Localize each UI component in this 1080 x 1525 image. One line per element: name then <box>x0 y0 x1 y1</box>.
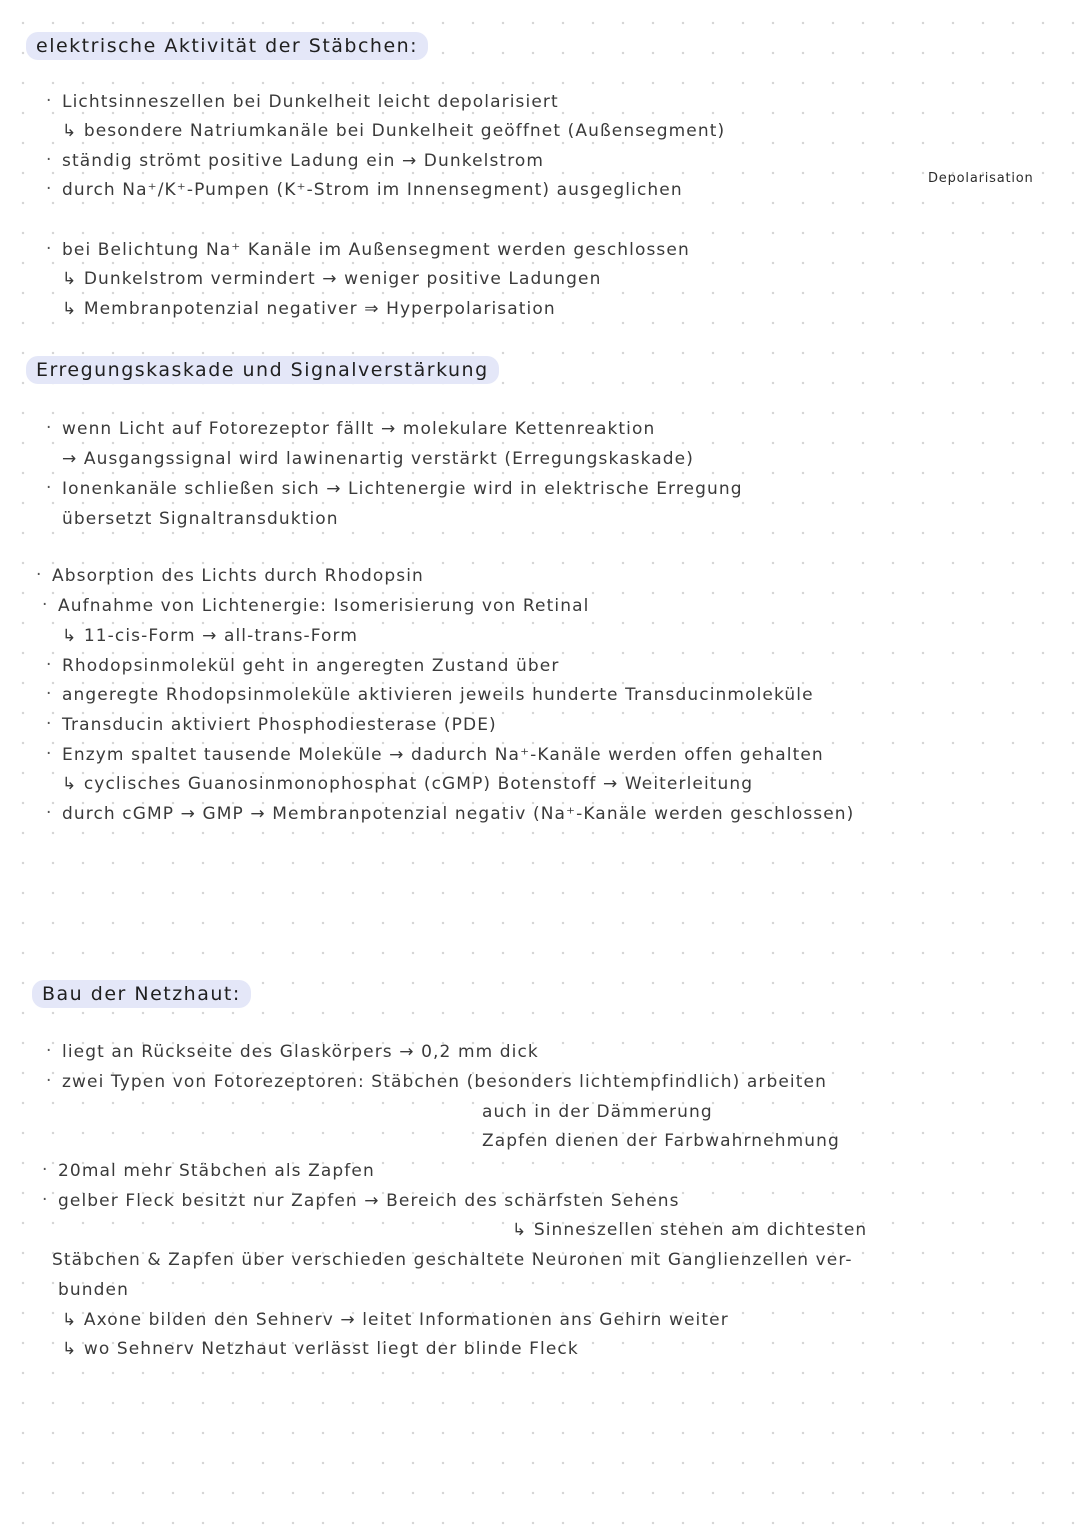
note-line: ↳ wo Sehnerv Netzhaut verlässt liegt der blinde Fleck <box>62 1339 579 1359</box>
note-line: ↳ Sinneszellen stehen am dichtesten <box>512 1220 868 1240</box>
note-line: bunden <box>58 1280 129 1300</box>
note-line: · zwei Typen von Fotorezeptoren: Stäbchen (besonders lichtempfindlich) arbeiten <box>62 1072 827 1092</box>
note-line: Zapfen dienen der Farbwahrnehmung <box>482 1131 840 1151</box>
note-line: ↳ Membranpotenzial negativer ⇒ Hyperpolarisation <box>62 299 556 319</box>
note-line: ↳ Dunkelstrom vermindert → weniger positive Ladungen <box>62 269 602 289</box>
note-line: · Ionenkanäle schließen sich → Lichtenergie wird in elektrische Erregung <box>62 479 743 499</box>
note-line: → Ausgangssignal wird lawinenartig verstärkt (Erregungskaskade) <box>62 449 694 469</box>
note-line: · durch Na⁺/K⁺-Pumpen (K⁺-Strom im Innensegment) ausgeglichen <box>62 180 683 200</box>
note-line: ↳ Axone bilden den Sehnerv → leitet Informationen ans Gehirn weiter <box>62 1310 729 1330</box>
note-line: · Lichtsinneszellen bei Dunkelheit leicht depolarisiert <box>62 92 559 112</box>
note-line: übersetzt Signaltransduktion <box>62 509 339 529</box>
note-line: · bei Belichtung Na⁺ Kanäle im Außensegment werden geschlossen <box>62 240 690 260</box>
note-line: auch in der Dämmerung <box>482 1102 713 1122</box>
section-heading-stabchen-aktivitat: elektrische Aktivität der Stäbchen: <box>26 32 428 60</box>
note-line: · wenn Licht auf Fotorezeptor fällt → molekulare Kettenreaktion <box>62 419 655 439</box>
note-line: · Enzym spaltet tausende Moleküle → dadurch Na⁺-Kanäle werden offen gehalten <box>62 745 824 765</box>
note-line: · 20mal mehr Stäbchen als Zapfen <box>58 1161 375 1181</box>
note-line: · liegt an Rückseite des Glaskörpers → 0,2 mm dick <box>62 1042 539 1062</box>
note-line: · Aufnahme von Lichtenergie: Isomerisierung von Retinal <box>58 596 589 616</box>
note-line: · Absorption des Lichts durch Rhodopsin <box>52 566 424 586</box>
section-heading-erregungskaskade: Erregungskaskade und Signalverstärkung <box>26 356 499 384</box>
note-line: Stäbchen & Zapfen über verschieden geschaltete Neuronen mit Ganglienzellen ver- <box>52 1250 853 1270</box>
note-line: · angeregte Rhodopsinmoleküle aktivieren jeweils hunderte Transducinmoleküle <box>62 685 814 705</box>
note-line: · Transducin aktiviert Phosphodiesterase (PDE) <box>62 715 497 735</box>
section-heading-bau-netzhaut: Bau der Netzhaut: <box>32 980 251 1008</box>
note-line: ↳ besondere Natriumkanäle bei Dunkelheit geöffnet (Außensegment) <box>62 121 726 141</box>
note-line: ↳ cyclisches Guanosinmonophosphat (cGMP) Botenstoff → Weiterleitung <box>62 774 754 794</box>
note-line: · ständig strömt positive Ladung ein → Dunkelstrom <box>62 151 544 171</box>
note-line: ↳ 11-cis-Form → all-trans-Form <box>62 626 359 646</box>
note-line: · durch cGMP → GMP → Membranpotenzial negativ (Na⁺-Kanäle werden geschlossen) <box>62 804 854 824</box>
note-line: · Rhodopsinmolekül geht in angeregten Zustand über <box>62 656 559 676</box>
margin-note-depolarisation: Depolarisation <box>928 171 1034 186</box>
note-line: · gelber Fleck besitzt nur Zapfen → Bereich des schärfsten Sehens <box>58 1191 680 1211</box>
